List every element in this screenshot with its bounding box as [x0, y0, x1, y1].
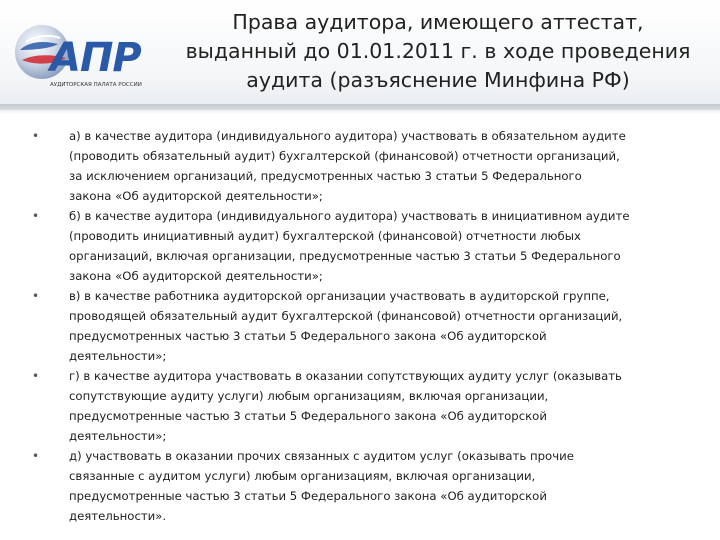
- bullet-icon: •: [32, 209, 40, 223]
- list-item-line: закона «Об аудиторской деятельности»;: [69, 189, 323, 203]
- title-line: Права аудитора, имеющего аттестат,: [232, 10, 644, 34]
- title-line: аудита (разъяснение Минфина РФ): [246, 68, 630, 92]
- title-line: выданный до 01.01.2011 г. в ходе проведения: [185, 39, 691, 63]
- logo-text: АПР: [50, 35, 141, 81]
- page-title: [168, 8, 708, 95]
- list-item-line: предусмотренные частью 3 статьи 5 Федерального закона «Об аудиторской: [69, 489, 547, 503]
- list-item: [30, 126, 710, 206]
- list-item-line: связанные с аудитом услуги) любым организациям, включая организации,: [69, 469, 536, 483]
- list-item-line: сопутствующие аудиту услуги) любым организациям, включая организации,: [69, 389, 549, 403]
- list-item-line: б) в качестве аудитора (индивидуального аудитора) участвовать в инициативном аудите: [69, 209, 630, 223]
- list-item-line: предусмотренных частью 3 статьи 5 Федерального закона «Об аудиторской: [69, 329, 547, 343]
- slide-content: [0, 114, 720, 540]
- list-item-line: за исключением организаций, предусмотренных частью 3 статьи 5 Федерального: [69, 169, 582, 183]
- header-divider-shadow: [0, 104, 720, 114]
- list-item-line: д) участвовать в оказании прочих связанных с аудитом услуг (оказывать прочие: [69, 449, 574, 463]
- apr-logo: [10, 20, 150, 100]
- list-item-line: деятельности».: [69, 509, 167, 523]
- list-item-line: предусмотренные частью 3 статьи 5 Федерального закона «Об аудиторской: [69, 409, 547, 423]
- logo-subtitle: АУДИТОРСКАЯ ПАЛАТА РОССИИ: [50, 82, 142, 88]
- list-item: [30, 446, 710, 526]
- list-item-line: (проводить инициативный аудит) бухгалтерской (финансовой) отчетности любых: [69, 229, 581, 243]
- bullet-icon: •: [32, 449, 40, 463]
- list-item: [30, 286, 710, 366]
- list-item-line: в) в качестве работника аудиторской организации участвовать в аудиторской группе,: [69, 289, 610, 303]
- bullet-icon: •: [32, 289, 40, 303]
- list-item-line: деятельности»;: [69, 349, 167, 363]
- list-item: [30, 206, 710, 286]
- list-item-line: деятельности»;: [69, 429, 167, 443]
- bullet-icon: •: [32, 369, 40, 383]
- list-item-line: организаций, включая организации, предусмотренные частью 3 статьи 5 Федерального: [69, 249, 621, 263]
- list-item-line: закона «Об аудиторской деятельности»;: [69, 269, 323, 283]
- list-item: [30, 366, 710, 446]
- list-item-line: проводящей обязательный аудит бухгалтерской (финансовой) отчетности организаций,: [69, 309, 623, 323]
- list-item-line: а) в качестве аудитора (индивидуального аудитора) участвовать в обязательном аудите: [69, 129, 626, 143]
- rights-list: [30, 126, 710, 526]
- list-item-line: г) в качестве аудитора участвовать в оказании сопутствующих аудиту услуг (оказывать: [69, 369, 622, 383]
- bullet-icon: •: [32, 129, 40, 143]
- list-item-line: (проводить обязательный аудит) бухгалтерской (финансовой) отчетности организаций,: [69, 149, 620, 163]
